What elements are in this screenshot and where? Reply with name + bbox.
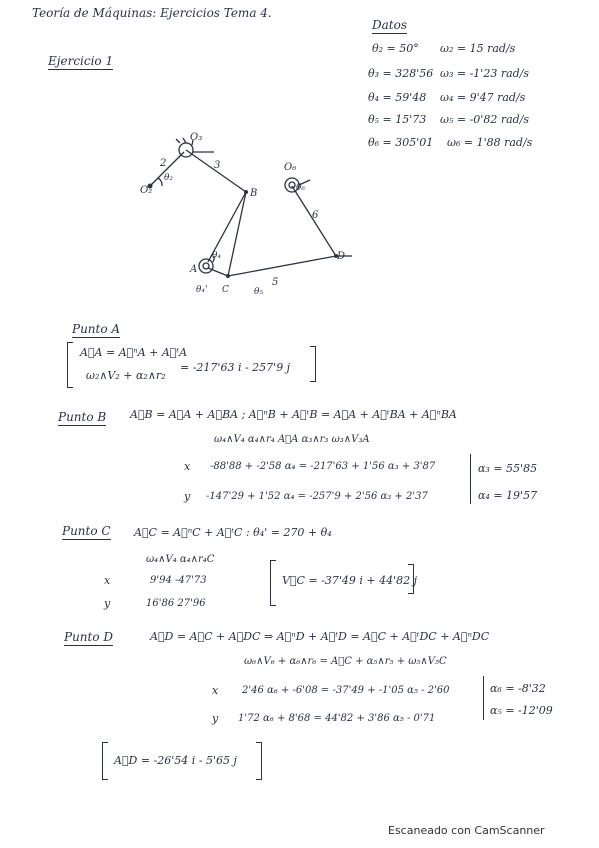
punto-b-x-label: x xyxy=(184,460,191,473)
datos-angle-4: θ₄ = 59'48 xyxy=(368,91,427,104)
datos-omega-4: ω₄ = 9'47 rad/s xyxy=(440,91,526,104)
link-ac xyxy=(208,268,228,276)
link-3 xyxy=(186,150,246,192)
datos-omega-5: ω₅ = -0'82 rad/s xyxy=(440,113,530,126)
punto-d-terms: ω₆∧V₆ + α₆∧r₆ = A⃗C + α₅∧r₅ + ω₅∧V₅C xyxy=(244,656,447,667)
page-title: Teoría de Máquinas: Ejercicios Tema 4. xyxy=(32,6,272,20)
datos-angle-5: θ₅ = 15'73 xyxy=(368,113,427,126)
datos-angle-2: θ₂ = 50° xyxy=(372,42,419,55)
label-o6: O₆ xyxy=(284,162,297,173)
punto-d-y-label: y xyxy=(212,712,219,725)
datos-omega-6: ω₆ = 1'88 rad/s xyxy=(447,136,533,149)
punto-b-solution-bracket xyxy=(470,454,471,504)
datos-angle-6: θ₆ = 305'01 xyxy=(368,136,434,149)
punto-b-alpha4: α₄ = 19'57 xyxy=(478,489,538,502)
punto-a-bracket-left xyxy=(67,342,73,388)
punto-d-x-label: x xyxy=(212,684,219,697)
punto-a-bracket-right xyxy=(310,346,316,382)
punto-a-result: = -217'63 i - 257'9 j xyxy=(180,361,291,374)
label-2: 2 xyxy=(160,158,167,169)
punto-a-line1: A⃗A = A⃗ⁿA + A⃗ᵗA xyxy=(80,346,188,359)
punto-c-bracket-right xyxy=(408,564,414,594)
label-theta2: θ₂ xyxy=(164,173,174,183)
punto-c-bracket-left xyxy=(270,560,276,606)
punto-d-y-row: 1'72 α₆ + 8'68 = 44'82 + 3'86 α₅ - 0'71 xyxy=(238,713,436,724)
punto-d-equation: A⃗D = A⃗C + A⃗DC ⇒ A⃗ⁿD + A⃗ᵗD = A⃗C + A⃗ᵗDC + A⃗ⁿDC xyxy=(150,630,490,643)
label-6: 6 xyxy=(312,210,319,221)
punto-c-y-values: 16'86 27'96 xyxy=(146,598,206,609)
label-theta4p: θ₄' xyxy=(196,285,208,295)
punto-c-title: Punto C xyxy=(62,524,111,538)
punto-c-result: V⃗C = -37'49 i + 44'82 j xyxy=(282,574,418,587)
link-4b xyxy=(228,192,246,276)
punto-a-line2: ω₂∧V₂ + α₂∧r₂ xyxy=(86,369,166,382)
punto-b-title: Punto B xyxy=(58,410,107,424)
punto-d-solution-bracket xyxy=(483,676,484,720)
punto-c-y-label: y xyxy=(104,597,111,610)
punto-c-equation: A⃗C = A⃗ⁿC + A⃗ᵗC : θ₄' = 270 + θ₄ xyxy=(134,526,332,539)
punto-b-x-row: -88'88 + -2'58 α₄ = -217'63 + 1'56 α₃ + 3'87 xyxy=(210,461,436,472)
label-b: B xyxy=(250,188,258,199)
label-3: 3 xyxy=(214,160,221,171)
punto-c-x-label: x xyxy=(104,574,111,587)
label-d: D xyxy=(337,251,346,262)
datos-angle-3: θ₃ = 328'56 xyxy=(368,67,434,80)
label-c: C xyxy=(222,285,229,295)
label-5: 5 xyxy=(272,277,279,288)
punto-a-title: Punto A xyxy=(72,322,121,336)
punto-b-equation: A⃗B = A⃗A + A⃗BA ; A⃗ⁿB + A⃗ᵗB = A⃗A + A⃗ᵗBA + A⃗ⁿBA xyxy=(130,408,457,421)
datos-omega-2: ω₂ = 15 rad/s xyxy=(440,42,516,55)
punto-d-result-bracket-left xyxy=(102,742,108,780)
label-o3: O₃ xyxy=(190,132,203,143)
link-5 xyxy=(228,256,336,276)
exercise-heading: Ejercicio 1 xyxy=(48,54,114,68)
datos-heading: Datos xyxy=(372,18,407,32)
joint-c xyxy=(226,274,230,278)
punto-d-result-bracket-right xyxy=(256,742,262,780)
punto-d-title: Punto D xyxy=(64,630,114,644)
link-6 xyxy=(292,186,336,256)
punto-d-x-row: 2'46 α₆ + -6'08 = -37'49 + -1'05 α₅ - 2'60 xyxy=(242,685,450,696)
punto-d-result: A⃗D = -26'54 i - 5'65 j xyxy=(114,754,237,767)
punto-b-y-row: -147'29 + 1'52 α₄ = -257'9 + 2'56 α₃ + 2'37 xyxy=(206,491,428,502)
label-theta6: θ₆ xyxy=(296,183,306,193)
pivot-a xyxy=(199,259,213,273)
punto-c-x-values: 9'94 -47'73 xyxy=(150,575,207,586)
punto-c-terms: ω₄∧V₄ α₄∧r₄C xyxy=(146,554,215,565)
label-theta5: θ₅ xyxy=(254,287,264,297)
label-o2: O₂ xyxy=(140,185,153,196)
scanner-watermark: Escaneado con CamScanner xyxy=(388,824,545,837)
label-theta4: θ₄ xyxy=(212,251,222,261)
datos-omega-3: ω₃ = -1'23 rad/s xyxy=(440,67,530,80)
label-a: A xyxy=(190,264,198,275)
joint-b xyxy=(244,190,248,194)
punto-b-terms: ω₄∧V₄ α₄∧r₄ A⃗A α₃∧r₃ ω₃∧V₃A xyxy=(214,434,370,445)
punto-d-alpha6: α₆ = -8'32 xyxy=(490,682,546,695)
punto-d-alpha5: α₅ = -12'09 xyxy=(490,704,553,717)
punto-b-y-label: y xyxy=(184,490,191,503)
punto-b-alpha3: α₃ = 55'85 xyxy=(478,462,538,475)
